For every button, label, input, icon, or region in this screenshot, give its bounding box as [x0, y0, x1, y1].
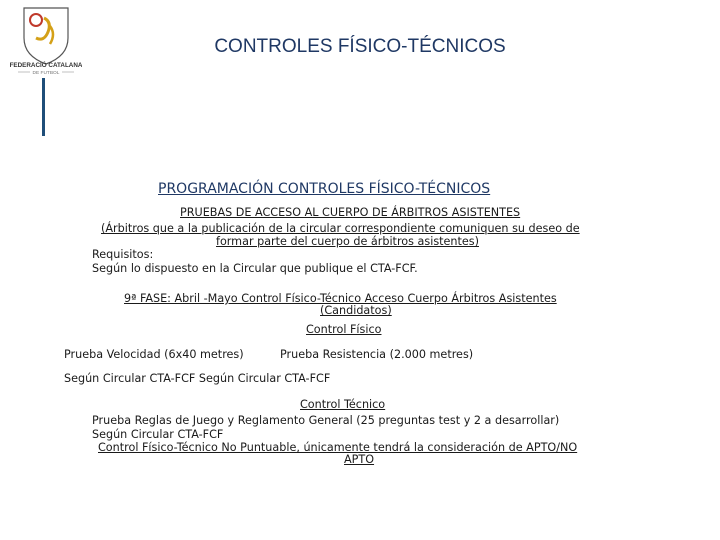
svg-text:DE FUTBOL: DE FUTBOL: [32, 71, 60, 76]
prueba-velocidad: Prueba Velocidad (6x40 metres): [64, 348, 244, 361]
accent-bar: [42, 78, 45, 136]
requisitos-text: Según lo dispuesto en la Circular que publique el CTA-FCF.: [92, 262, 418, 275]
prueba-resistencia: Prueba Resistencia (2.000 metres): [280, 348, 474, 361]
phase-title-line2: (Candidatos): [320, 304, 392, 317]
control-tecnico-heading: Control Técnico: [300, 398, 386, 411]
requisitos-label: Requisitos:: [92, 248, 154, 261]
segun-circular: Según Circular CTA-FCF: [92, 428, 224, 441]
svg-text:FEDERACIÓ CATALANA: FEDERACIÓ CATALANA: [10, 62, 82, 69]
no-puntuable-line2: APTO: [344, 453, 375, 466]
program-note-line2: formar parte del cuerpo de árbitros asistentes): [216, 235, 479, 248]
no-puntuable-line1: Control Físico-Técnico No Puntuable, únicamente tendrá la consideración de APTO/NO: [98, 441, 578, 454]
prueba-reglas: Prueba Reglas de Juego y Reglamento General (25 preguntas test y 2 a desarrollar): [92, 414, 560, 427]
page-title: CONTROLES FÍSICO-TÉCNICOS: [214, 36, 506, 57]
program-heading: PROGRAMACIÓN CONTROLES FÍSICO-TÉCNICOS: [158, 181, 491, 197]
segun-circular-pair: Según Circular CTA-FCF Según Circular CTA-FCF: [64, 372, 331, 385]
control-fisico-heading: Control Físico: [306, 323, 382, 336]
program-note-line1: (Árbitros que a la publicación de la circular correspondiente comuniquen su deseo de: [101, 222, 580, 235]
phase-title-line1: 9ª FASE: Abril -Mayo Control Físico-Técnico Acceso Cuerpo Árbitros Asistentes: [124, 292, 557, 305]
program-subheading: PRUEBAS DE ACCESO AL CUERPO DE ÁRBITROS ASISTENTES: [180, 206, 521, 219]
